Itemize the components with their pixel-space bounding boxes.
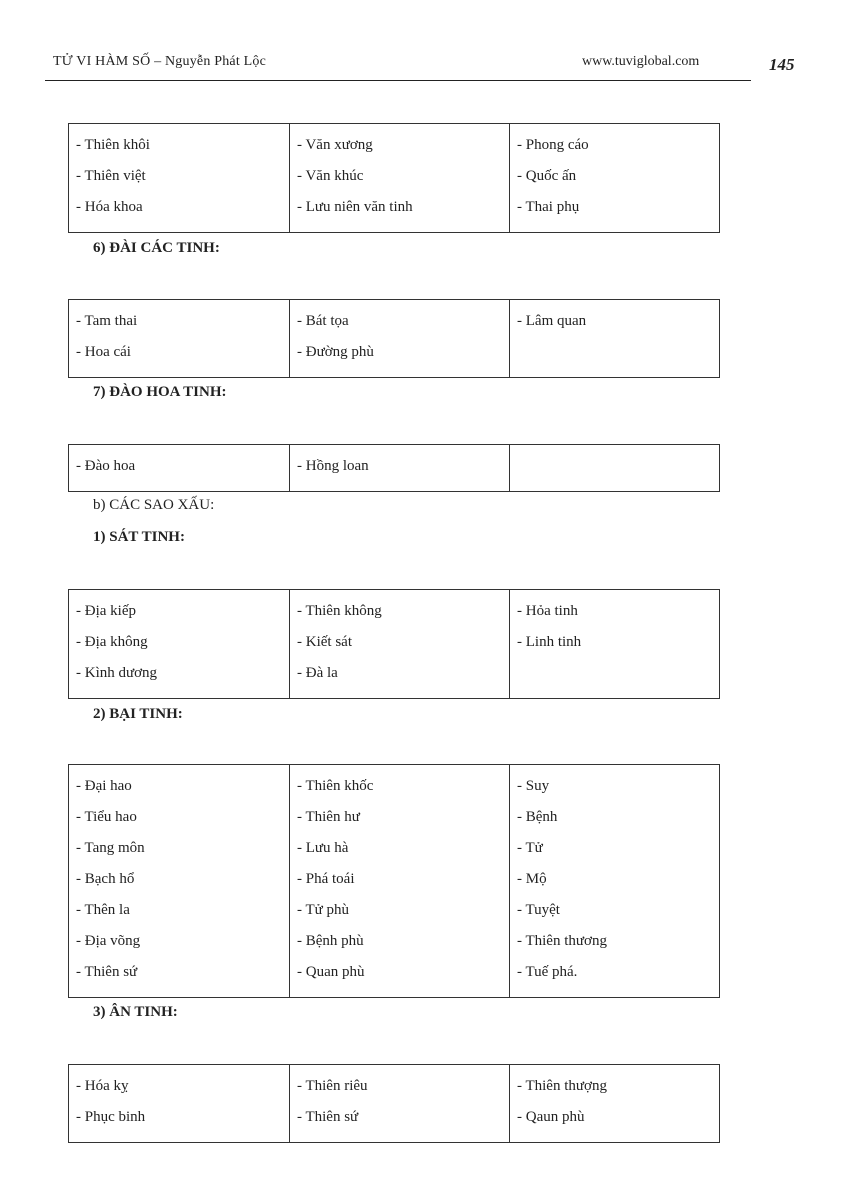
running-title: TỬ VI HÀM SỐ – Nguyễn Phát Lộc bbox=[53, 54, 266, 69]
table-cell-empty bbox=[510, 445, 720, 492]
star-name: - Phục binh bbox=[76, 1109, 146, 1125]
star-name: - Suy bbox=[517, 778, 550, 794]
star-name: - Thiên việt bbox=[76, 168, 146, 184]
dao-hoa-tinh-table bbox=[68, 444, 720, 492]
star-name: - Thiên sứ bbox=[297, 1109, 359, 1125]
star-name: - Thiên hư bbox=[297, 809, 360, 825]
table-cell bbox=[510, 300, 720, 378]
table-cell bbox=[69, 124, 290, 233]
table-cell bbox=[290, 765, 510, 998]
table-cell bbox=[510, 765, 720, 998]
star-name: - Kiết sát bbox=[297, 634, 352, 650]
star-name: - Thiên khốc bbox=[297, 778, 374, 794]
table-cell bbox=[510, 124, 720, 233]
star-name: - Tử bbox=[517, 840, 543, 856]
star-name: - Phá toái bbox=[297, 871, 355, 887]
star-name: - Thiên sứ bbox=[76, 964, 138, 980]
star-name: - Tử phù bbox=[297, 902, 350, 918]
website-url: www.tuviglobal.com bbox=[582, 54, 700, 69]
header-rule bbox=[45, 80, 751, 81]
star-name: - Địa kiếp bbox=[76, 603, 136, 619]
star-name: - Lưu niên văn tinh bbox=[297, 199, 413, 215]
table-cell bbox=[290, 445, 510, 492]
star-name: - Địa võng bbox=[76, 933, 141, 949]
star-name: - Thiên khôi bbox=[76, 137, 150, 153]
star-name: - Thiên riêu bbox=[297, 1078, 368, 1094]
bai-tinh-table bbox=[68, 764, 720, 998]
star-name: - Tuế phá. bbox=[517, 964, 578, 980]
table-cell bbox=[69, 300, 290, 378]
star-name: - Đường phù bbox=[297, 344, 374, 360]
star-name: - Lâm quan bbox=[517, 313, 587, 329]
star-name: - Hoa cái bbox=[76, 344, 131, 360]
star-name: - Hỏa tinh bbox=[517, 603, 578, 619]
table-cell bbox=[290, 124, 510, 233]
table-cell bbox=[510, 1065, 720, 1143]
star-name: - Hóa kỵ bbox=[76, 1078, 129, 1094]
star-name: - Thai phụ bbox=[517, 199, 580, 215]
star-name: - Văn khúc bbox=[297, 168, 364, 184]
star-name: - Lưu hà bbox=[297, 840, 349, 856]
table-row bbox=[69, 124, 720, 233]
star-name: - Kình dương bbox=[76, 665, 158, 681]
star-name: - Phong cáo bbox=[517, 137, 589, 153]
table-row bbox=[69, 590, 720, 699]
table-row bbox=[69, 1065, 720, 1143]
star-name: - Bạch hổ bbox=[76, 871, 135, 887]
star-name: - Văn xương bbox=[297, 137, 373, 153]
star-name: - Đào hoa bbox=[76, 458, 136, 474]
star-name: - Linh tinh bbox=[517, 634, 582, 650]
page-number: 145 bbox=[769, 55, 795, 74]
star-name: - Hóa khoa bbox=[76, 199, 143, 215]
dai-cac-tinh-table bbox=[68, 299, 720, 378]
star-name: - Tang môn bbox=[76, 840, 145, 856]
table-cell bbox=[69, 445, 290, 492]
star-name: - Hồng loan bbox=[297, 458, 369, 474]
table-cell bbox=[69, 1065, 290, 1143]
section-heading-sat-tinh: 1) SÁT TINH: bbox=[93, 529, 185, 545]
table-cell bbox=[290, 590, 510, 699]
star-name: - Đà la bbox=[297, 665, 338, 681]
star-name: - Địa không bbox=[76, 634, 148, 650]
table-cell bbox=[69, 765, 290, 998]
star-name: - Bệnh bbox=[517, 809, 558, 825]
table-cell bbox=[290, 300, 510, 378]
star-name: - Quan phù bbox=[297, 964, 365, 980]
star-name: - Quốc ấn bbox=[517, 168, 577, 184]
sat-tinh-table bbox=[68, 589, 720, 699]
table-cell bbox=[510, 590, 720, 699]
table-row bbox=[69, 765, 720, 998]
star-name: - Bệnh phù bbox=[297, 933, 364, 949]
am-tinh-table bbox=[68, 1064, 720, 1143]
star-name: - Tuyệt bbox=[517, 902, 560, 918]
section-heading-cac-sao-xau: b) CÁC SAO XẤU: bbox=[93, 497, 215, 513]
table-row bbox=[69, 445, 720, 492]
table-row bbox=[69, 300, 720, 378]
star-name: - Thiên thượng bbox=[517, 1078, 607, 1094]
star-name: - Thên la bbox=[76, 902, 130, 918]
table-cell bbox=[290, 1065, 510, 1143]
section-heading-dai-cac-tinh: 6) ĐÀI CÁC TINH: bbox=[93, 240, 220, 256]
star-name: - Bát tọa bbox=[297, 313, 349, 329]
table-cell bbox=[69, 590, 290, 699]
star-name: - Thiên thương bbox=[517, 933, 607, 949]
star-name: - Thiên không bbox=[297, 603, 382, 619]
star-name: - Tiểu hao bbox=[76, 809, 137, 825]
star-name: - Qaun phù bbox=[517, 1109, 585, 1125]
section-heading-dao-hoa-tinh: 7) ĐÀO HOA TINH: bbox=[93, 384, 227, 400]
section-heading-bai-tinh: 2) BẠI TINH: bbox=[93, 706, 183, 722]
star-name: - Tam thai bbox=[76, 313, 138, 329]
star-name: - Mộ bbox=[517, 871, 547, 887]
star-name: - Đại hao bbox=[76, 778, 132, 794]
good-stars-table-continued bbox=[68, 123, 720, 233]
section-heading-am-tinh: 3) ÂN TINH: bbox=[93, 1004, 178, 1020]
